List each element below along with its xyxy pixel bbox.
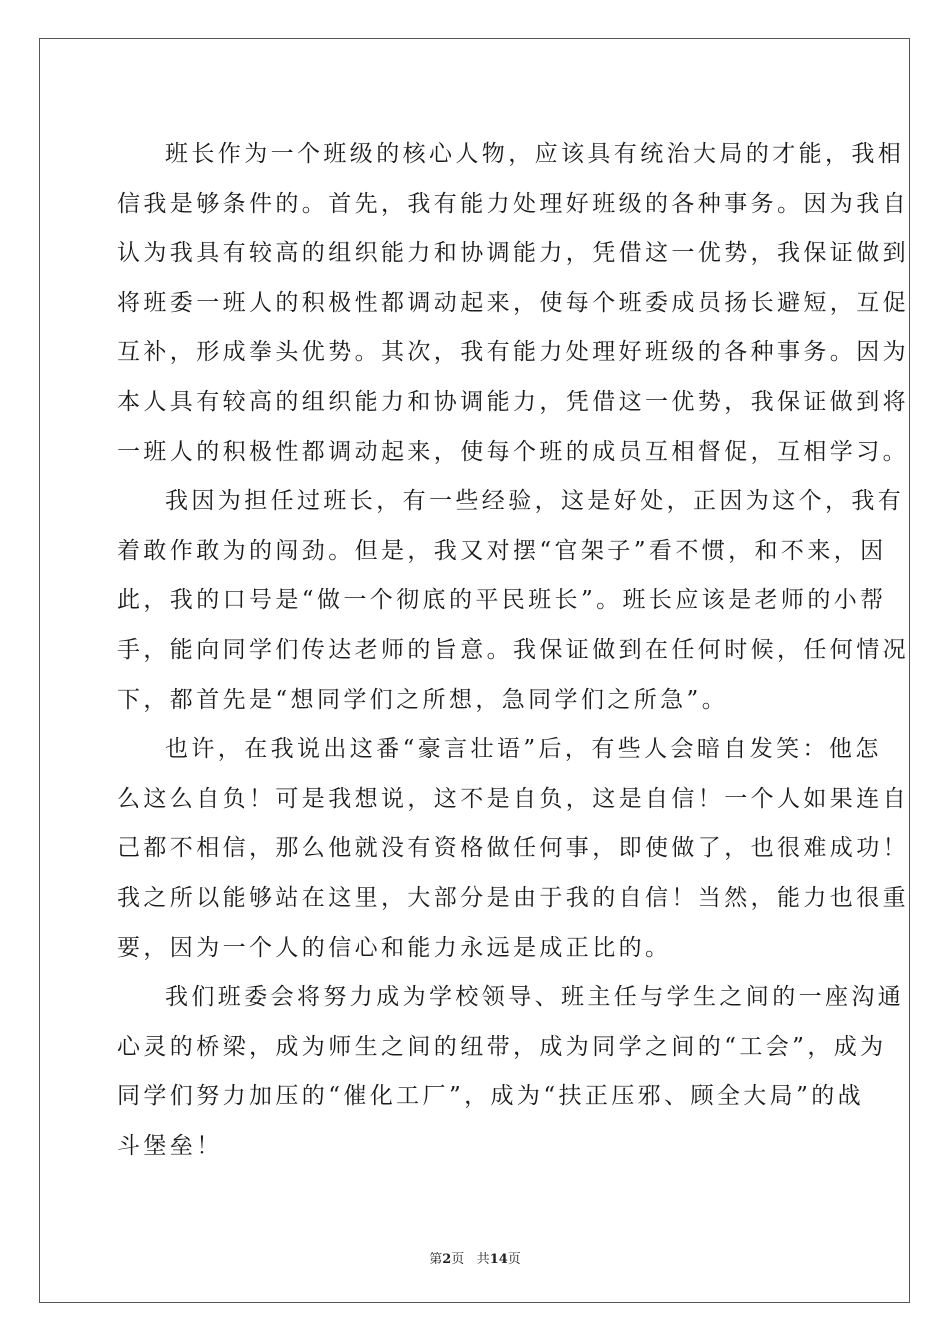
text-line: 着敢作敢为的闯劲。但是，我又对摆“官架子”看不惯，和不来，因: [117, 537, 887, 564]
text-line: 互补，形成拳头优势。其次，我有能力处理好班级的各种事务。因为: [117, 339, 909, 366]
text-line: 一班人的积极性都调动起来，使每个班的成员互相督促，互相学习。: [117, 438, 909, 465]
text-line: 我之所以能够站在这里，大部分是由于我的自信！当然，能力也很重: [117, 884, 909, 911]
footer-page-number: 2: [442, 1252, 452, 1267]
document-body: [117, 130, 909, 1171]
text-line: 也许，在我说出这番“豪言壮语”后，有些人会暗自发笑：他怎: [165, 736, 882, 763]
text-line: 同学们努力加压的“催化工厂”，成为“扶正压邪、顾全大局”的战: [117, 1083, 865, 1110]
footer-total-suffix: 页: [507, 1252, 521, 1267]
paragraph-4: [117, 973, 905, 1171]
page-footer: [0, 1248, 950, 1267]
text-line: 将班委一班人的积极性都调动起来，使每个班委成员扬长避短，互促: [117, 289, 909, 316]
text-line: 己都不相信，那么他就没有资格做任何事，即使做了，也很难成功！: [117, 835, 909, 862]
text-line: 么这么自负！可是我想说，这不是自负，这是自信！一个人如果连自: [117, 785, 909, 812]
text-line: 此，我的口号是“做一个彻底的平民班长”。班长应该是老师的小帮: [117, 587, 887, 614]
text-line: 要，因为一个人的信心和能力永远是成正比的。: [117, 934, 672, 961]
paragraph-3: [117, 725, 909, 973]
text-line: 我们班委会将努力成为学校领导、班主任与学生之间的一座沟通: [165, 984, 905, 1011]
text-line: 认为我具有较高的组织能力和协调能力，凭借这一优势，我保证做到: [117, 240, 909, 267]
footer-page-prefix: 第: [429, 1252, 443, 1267]
text-line: 我因为担任过班长，有一些经验，这是好处，正因为这个，我有: [165, 488, 905, 515]
footer-page-suffix: 页: [451, 1252, 465, 1267]
paragraph-2: [117, 477, 909, 725]
text-line: 下，都首先是“想同学们之所想，急同学们之所急”。: [117, 686, 729, 713]
text-line: 手，能向同学们传达老师的旨意。我保证做到在任何时候，任何情况: [117, 636, 909, 663]
text-line: 斗堡垒！: [117, 1132, 223, 1159]
text-line: 信我是够条件的。首先，我有能力处理好班级的各种事务。因为我自: [117, 190, 909, 217]
footer-total-prefix: 共: [476, 1252, 490, 1267]
paragraph-1: [117, 130, 909, 477]
text-line: 本人具有较高的组织能力和协调能力，凭借这一优势，我保证做到将: [117, 388, 909, 415]
footer-total-pages: 14: [489, 1252, 508, 1267]
text-line: 班长作为一个班级的核心人物，应该具有统治大局的才能，我相: [165, 141, 905, 167]
text-line: 心灵的桥梁，成为师生之间的纽带，成为同学之间的“工会”，成为: [117, 1033, 887, 1060]
